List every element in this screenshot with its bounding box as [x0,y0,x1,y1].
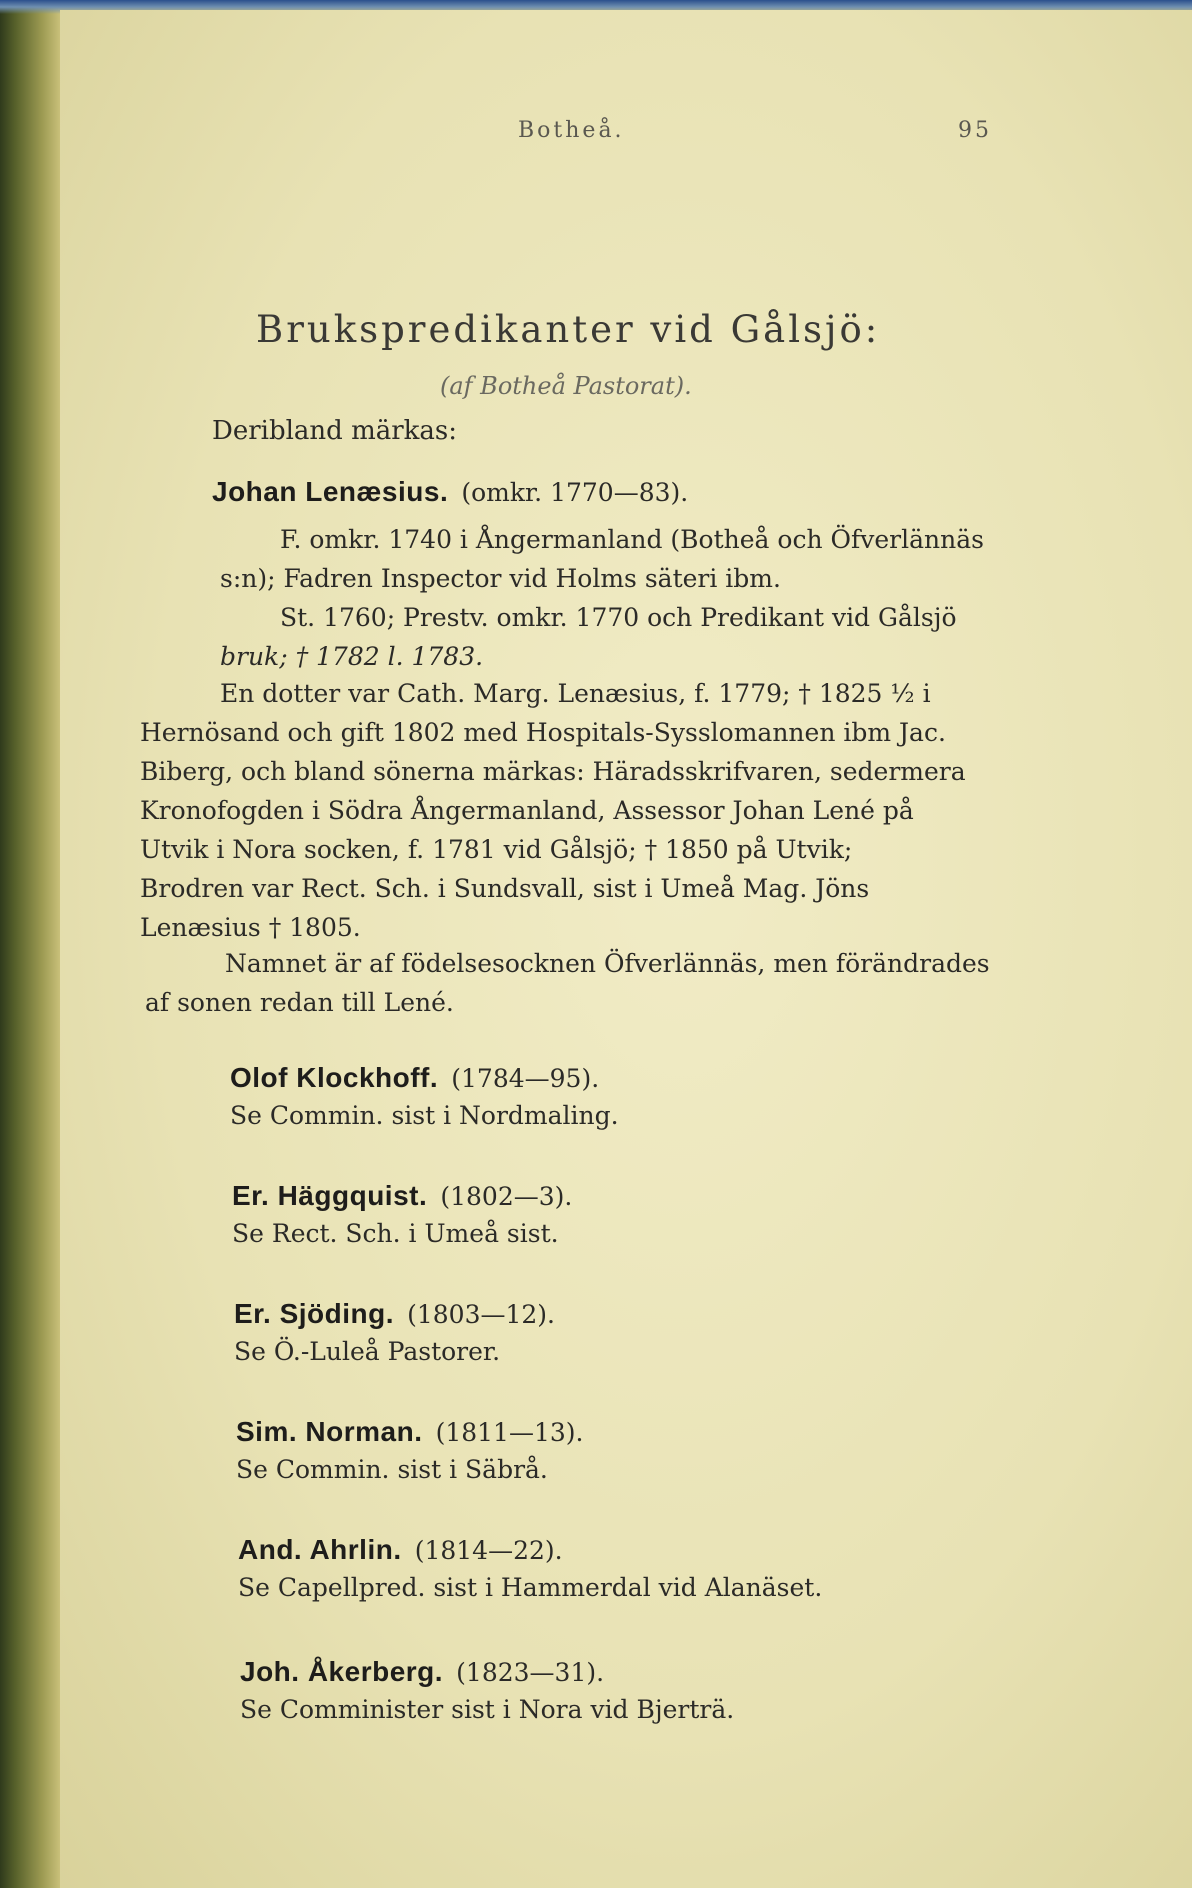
text-line: bruk; † 1782 l. 1783. [220,642,484,671]
text-line: Namnet är af födelsesocknen Öfverlännäs, men förändrades [225,949,990,978]
text-line: af sonen redan till Lené. [145,988,454,1017]
text-line: St. 1760; Prestv. omkr. 1770 och Predikant vid Gålsjö [280,603,957,632]
text-line: Kronofogden i Södra Ångermanland, Assessor Johan Lené på [140,796,914,825]
entry-note: Se Commin. sist i Nordmaling. [230,1101,619,1130]
entry-note: Se Comminister sist i Nora vid Bjerträ. [240,1695,735,1724]
entry-note: Se Rect. Sch. i Umeå sist. [232,1219,559,1248]
entry-note: Se Ö.-Luleå Pastorer. [234,1337,501,1366]
running-title: Botheå. [518,118,625,143]
text-line: F. omkr. 1740 i Ångermanland (Botheå och Öfverlännäs [280,525,984,554]
text-line: Utvik i Nora socken, f. 1781 vid Gålsjö; † 1850 på Utvik; [140,835,853,864]
entry-dates: (1802—3). [440,1182,573,1211]
entry-klockhoff [230,1062,619,1135]
text-line: s:n); Fadren Inspector vid Holms säteri ibm. [220,564,781,593]
entry-name: Sim. Norman. [236,1416,423,1447]
text-line: Hernösand och gift 1802 med Hospitals-Sysslomannen ibm Jac. [140,718,946,747]
entry-dates: (1803—12). [407,1300,555,1329]
entry-note: Se Capellpred. sist i Hammerdal vid Alanäset. [238,1573,823,1602]
entry-name: Er. Sjöding. [234,1298,395,1329]
entry-lenaesius [212,476,688,508]
section-subheading: (af Botheå Pastorat). [440,372,692,400]
entry-haggquist [232,1180,572,1253]
entry-name: Joh. Åkerberg. [240,1656,444,1687]
entry-akerberg [240,1656,734,1729]
running-header [60,118,1192,158]
page-number: 95 [958,118,992,143]
section-heading: Brukspredikanter vid Gålsjö: [256,308,881,351]
text-line: Lenæsius † 1805. [140,913,361,942]
entry-sjoding [234,1298,555,1371]
entry-dates: (1823—31). [456,1658,605,1687]
entry-name: Olof Klockhoff. [230,1062,439,1093]
entry-note: Se Commin. sist i Säbrå. [236,1455,548,1484]
paragraph-family [140,674,1068,947]
text-line: Brodren var Rect. Sch. i Sundsvall, sist i Umeå Mag. Jöns [140,874,870,903]
entry-dates: (1784—95). [451,1064,600,1093]
text-line: En dotter var Cath. Marg. Lenæsius, f. 1779; † 1825 ½ i [220,679,931,708]
entry-ahrlin [238,1534,822,1607]
paragraph-birth [220,520,1148,676]
book-page [60,10,1192,1888]
entry-dates: (omkr. 1770—83). [461,478,689,507]
entry-name: And. Ahrlin. [238,1534,402,1565]
paragraph-name-note [145,944,1073,1022]
intro-text: Deribland märkas: [212,416,458,446]
book-spine-shadow [0,0,60,1888]
text-line: Biberg, och bland sönerna märkas: Häradsskrifvaren, sedermera [140,757,966,786]
entry-norman [236,1416,583,1489]
entry-dates: (1814—22). [414,1536,563,1565]
entry-name: Er. Häggquist. [232,1180,428,1211]
entry-name: Johan Lenæsius. [212,476,449,507]
entry-dates: (1811—13). [435,1418,584,1447]
